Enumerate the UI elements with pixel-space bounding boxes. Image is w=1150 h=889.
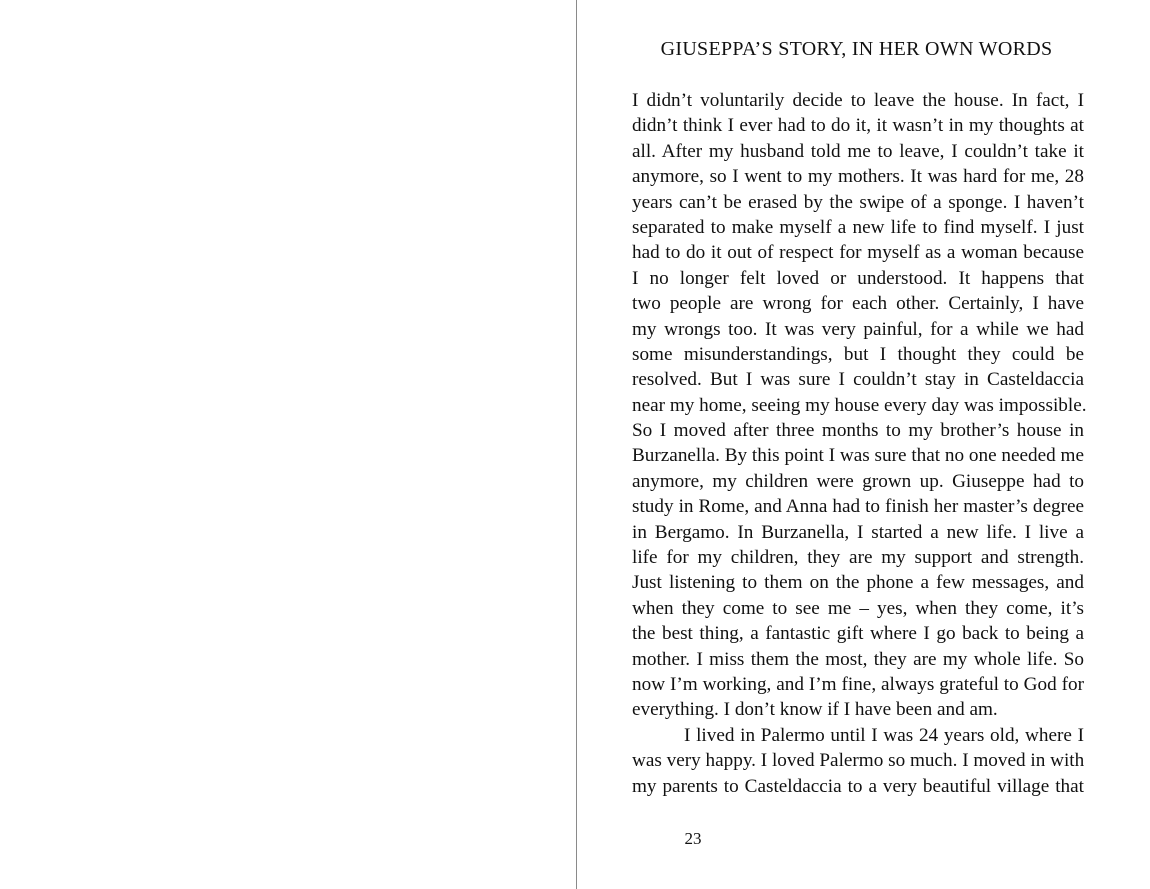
text-line: years can’t be erased by the swipe of a sponge. I haven’t <box>632 191 1084 213</box>
text-line: mother. I miss them the most, they are my whole life. So <box>632 648 1084 670</box>
text-line: the best thing, a fantastic gift where I go back to being a <box>632 623 1084 645</box>
text-line: Just listening to them on the phone a few messages, and <box>632 572 1084 594</box>
text-line: anymore, so I went to my mothers. It was hard for me, 28 <box>632 166 1084 188</box>
paragraph-end-line: everything. I don’t know if I have been and am. <box>632 699 998 721</box>
page-number: 23 <box>684 829 702 848</box>
text-line: all. After my husband told me to leave, I couldn’t take it <box>632 140 1084 162</box>
text-line: now I’m working, and I’m fine, always grateful to God for <box>632 673 1084 695</box>
text-line: Burzanella. By this point I was sure that no one needed me <box>632 445 1084 467</box>
text-line: some misunderstandings, but I thought they could be <box>632 343 1084 365</box>
text-line: study in Rome, and Anna had to finish her master’s degree <box>632 496 1084 518</box>
text-line: I no longer felt loved or understood. It happens that <box>632 267 1084 289</box>
text-line: had to do it out of respect for myself as a woman because <box>632 242 1084 264</box>
running-head-text: GIUSEPPA’S STORY, IN HER OWN WORDS <box>660 38 1053 60</box>
text-line: was very happy. I loved Palermo so much. I moved in with <box>632 750 1085 772</box>
text-line: I didn’t voluntarily decide to leave the house. In fact, I <box>632 90 1084 111</box>
text-line: my parents to Casteldaccia to a very beautiful village that <box>632 775 1084 797</box>
text-line: separated to make myself a new life to find myself. I just <box>632 216 1084 238</box>
text-line: anymore, my children were grown up. Giuseppe had to <box>632 470 1084 492</box>
text-line: when they come to see me – yes, when they come, it’s <box>632 597 1084 619</box>
text-line: two people are wrong for each other. Certainly, I have <box>632 293 1084 315</box>
right-page <box>577 0 1150 889</box>
body-text <box>632 88 1087 799</box>
text-line: my wrongs too. It was very painful, for a while we had <box>632 318 1084 340</box>
text-line: resolved. But I was sure I couldn’t stay in Casteldaccia <box>632 369 1084 391</box>
text-line: So I moved after three months to my brother’s house in <box>632 420 1084 442</box>
text-line: life for my children, they are my support and strength. <box>632 547 1084 569</box>
paragraph-start-line: I lived in Palermo until I was 24 years old, where I <box>684 724 1084 746</box>
text-line: near my home, seeing my house every day was impossible. <box>632 394 1087 416</box>
text-line: didn’t think I ever had to do it, it wasn’t in my thoughts at <box>632 115 1084 137</box>
text-line: in Bergamo. In Burzanella, I started a new life. I live a <box>632 521 1084 543</box>
